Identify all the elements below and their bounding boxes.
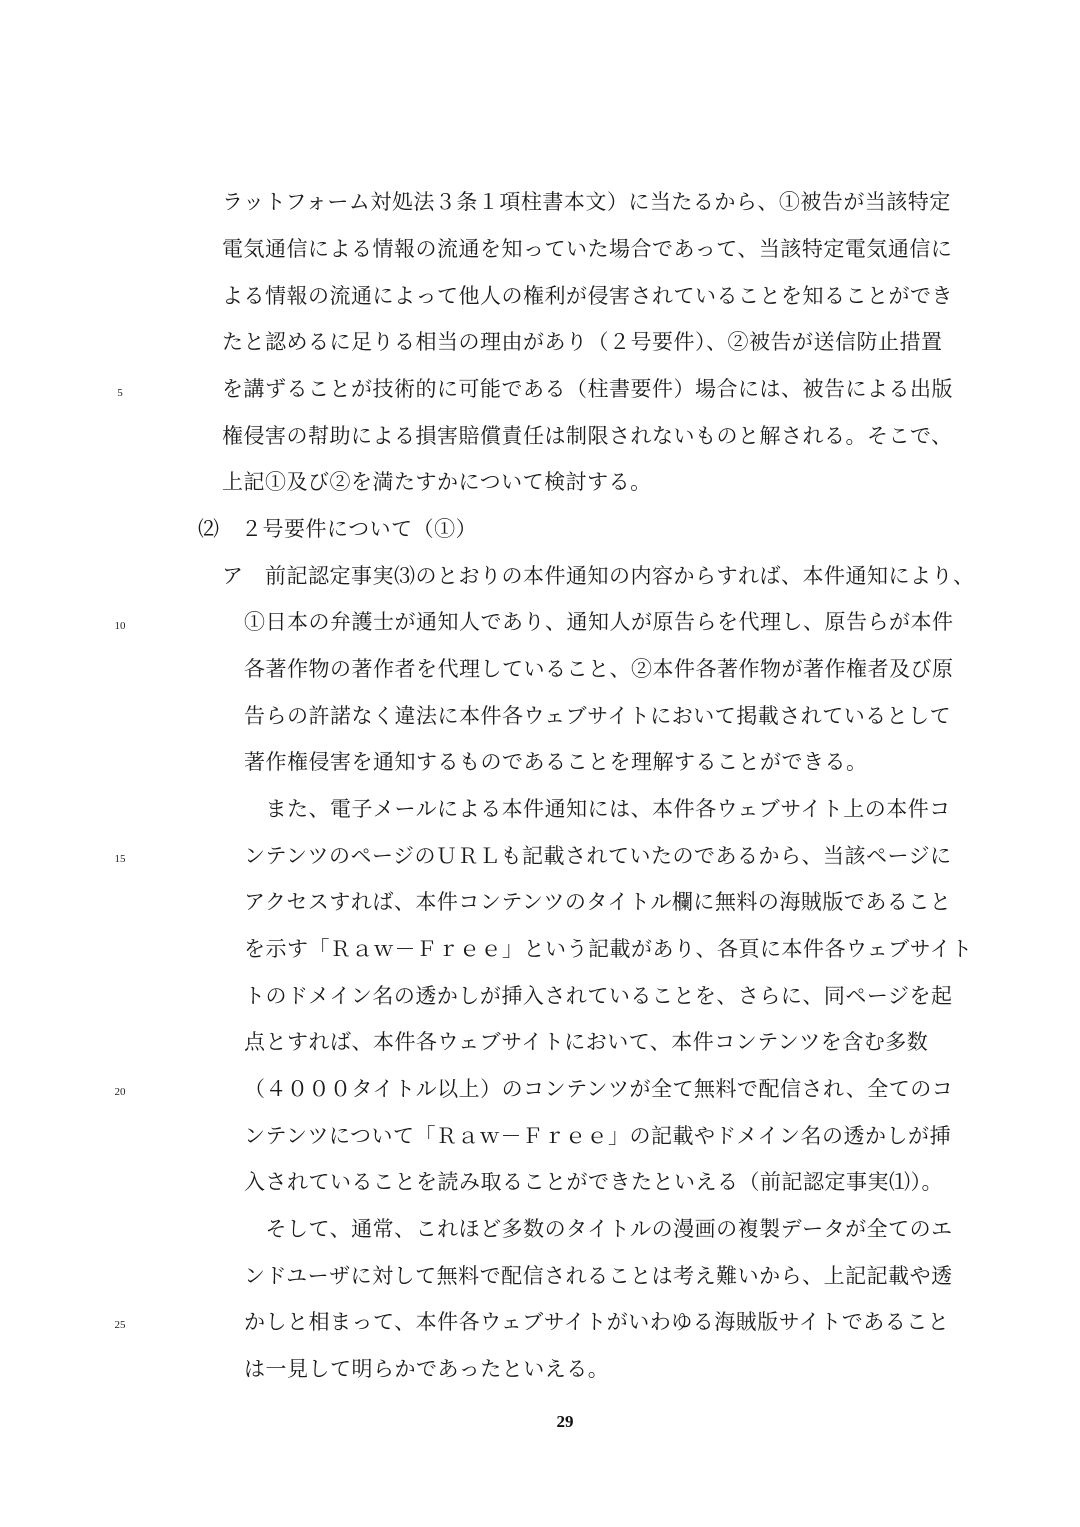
body-line: 点とすれば、本件各ウェブサイトにおいて、本件コンテンツを含む多数 [244,1030,929,1054]
line-number: 15 [114,853,126,865]
body-line: ①日本の弁護士が通知人であり、通知人が原告らを代理し、原告らが本件 [244,610,954,634]
body-line: 上記①及び②を満たすかについて検討する。 [222,470,652,494]
body-line: 告らの許諾なく違法に本件各ウェブサイトにおいて掲載されているとして [244,704,952,728]
line-number: 10 [114,620,126,632]
body-line: は一見して明らかであったといえる。 [244,1357,610,1381]
body-line: たと認めるに足りる相当の理由があり（２号要件）、②被告が送信防止措置 [222,330,943,354]
body-line: ンテンツのページのＵＲＬも記載されていたのであるから、当該ページに [244,844,952,868]
body-line: また、電子メールによる本件通知には、本件各ウェブサイト上の本件コ [244,797,951,821]
body-line: 電気通信による情報の流通を知っていた場合であって、当該特定電気通信に [222,237,953,261]
body-line: よる情報の流通によって他人の権利が侵害されていることを知ることができ [222,284,953,308]
body-line: 各著作物の著作者を代理していること、②本件各著作物が著作権者及び原 [244,657,954,681]
line-number: 20 [114,1086,126,1098]
section-heading: ⑵ ２号要件について（①） [198,517,478,541]
page-number: 29 [556,1412,574,1431]
body-line: そして、通常、これほど多数のタイトルの漫画の複製データが全てのエ [244,1217,953,1241]
body-line: かしと相まって、本件各ウェブサイトがいわゆる海賊版サイトであること [244,1310,950,1334]
body-line: トのドメイン名の透かしが挿入されていることを、さらに、同ページを起 [244,984,953,1008]
body-line: ンドユーザに対して無料で配信されることは考え難いから、上記記載や透 [244,1264,953,1288]
body-line: ンテンツについて「Ｒａｗ－Ｆｒｅｅ」の記載やドメイン名の透かしが挿 [244,1124,951,1148]
body-line: アクセスすれば、本件コンテンツのタイトル欄に無料の海賊版であること [244,890,952,914]
body-line: 著作権侵害を通知するものであることを理解することができる。 [244,750,868,774]
body-line: 権侵害の幇助による損害賠償責任は制限されないものと解される。そこで、 [222,424,953,448]
body-line: を講ずることが技術的に可能である（柱書要件）場合には、被告による出版 [222,377,953,401]
body-line: ラットフォーム対処法３条１項柱書本文）に当たるから、①被告が当該特定 [222,190,951,214]
subsection-heading-line: ア 前記認定事実⑶のとおりの本件通知の内容からすれば、本件通知により、 [222,564,975,588]
line-number: 25 [114,1319,126,1331]
body-line: 入されていることを読み取ることができたといえる（前記認定事実⑴）。 [244,1170,943,1194]
line-number: 5 [117,387,123,399]
body-line: （４０００タイトル以上）のコンテンツが全て無料で配信され、全てのコ [244,1077,954,1101]
body-line: を示す「Ｒａｗ－Ｆｒｅｅ」という記載があり、各頁に本件各ウェブサイト [244,937,973,961]
